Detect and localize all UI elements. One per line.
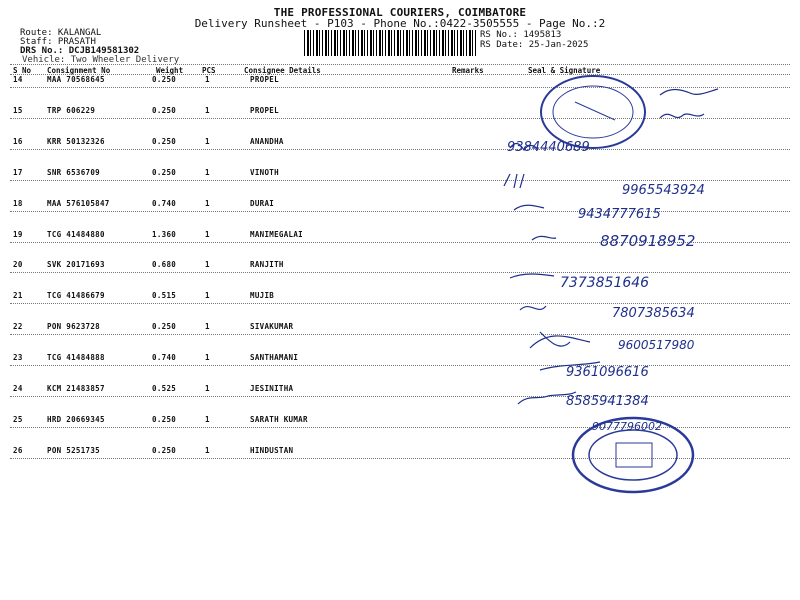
row-consignment-no: PON 9623728 [47, 322, 100, 332]
row-sno: 23 [13, 353, 23, 363]
company-title: THE PROFESSIONAL COURIERS, COIMBATORE [273, 6, 527, 19]
handwritten-phone-7: 9600517980 [618, 338, 695, 352]
row-pcs: 1 [205, 353, 210, 363]
row-weight: 0.250 [152, 414, 177, 424]
row-sno: 17 [13, 167, 23, 177]
row-consignee: SARATH KUMAR [250, 414, 308, 424]
runsheet-subtitle: Delivery Runsheet - P103 - Phone No.:0422-3505555 - Page No.:2 [194, 17, 606, 30]
row-pcs: 1 [205, 291, 210, 301]
row-consignment-no: HRD 20669345 [47, 414, 105, 424]
row-consignee: JESINITHA [250, 384, 294, 393]
col-remarks: Remarks [452, 66, 484, 75]
row-weight: 0.250 [152, 445, 177, 455]
row-pcs: 1 [205, 136, 210, 146]
col-sno: S No [13, 66, 32, 75]
row-consignment-no: TRP 606229 [47, 105, 96, 115]
row-pcs: 1 [205, 167, 210, 177]
row-weight: 0.515 [152, 291, 177, 301]
row-consignment-no: PON 5251735 [47, 445, 100, 455]
row-consignee: DURAI [250, 198, 275, 208]
handwritten-phone-10: 9077796002 [592, 420, 662, 433]
handwritten-phone-8: 9361096616 [566, 365, 649, 380]
row-sno: 25 [13, 414, 23, 424]
handwritten-phone-6: 7807385634 [612, 306, 695, 321]
row-sno: 20 [13, 260, 23, 270]
row-consignee: SIVAKUMAR [250, 322, 294, 332]
handwritten-phone-9: 8585941384 [566, 394, 649, 409]
row-sno: 14 [13, 75, 23, 84]
row-weight: 0.740 [152, 198, 177, 208]
row-consignee: MUJIB [250, 291, 275, 301]
row-weight: 0.250 [152, 136, 177, 146]
col-consignment: Consignment No [47, 66, 111, 75]
handwritten-phone-3: 9434777615 [578, 207, 661, 222]
row-weight: 0.250 [152, 75, 177, 84]
row-consignment-no: TCG 41484880 [47, 229, 105, 239]
row-consignee: ANANDHA [250, 136, 284, 146]
row-weight: 0.680 [152, 260, 177, 270]
rs-number: RS No.: 1495813 [480, 30, 562, 40]
row-consignment-no: TCG 41486679 [47, 291, 105, 301]
row-weight: 0.250 [152, 322, 177, 332]
row-weight: 0.740 [152, 353, 177, 363]
row-pcs: 1 [205, 322, 210, 332]
row-sno: 21 [13, 291, 23, 301]
row-sno: 19 [13, 229, 23, 239]
row-pcs: 1 [205, 445, 210, 455]
row-pcs: 1 [205, 384, 210, 393]
staff-label: Staff: PRASATH [20, 37, 96, 47]
route-label: Route: KALANGAL [20, 28, 102, 38]
row-weight: 0.250 [152, 105, 177, 115]
row-consignee: HINDUSTAN [250, 445, 294, 455]
row-weight: 0.525 [152, 384, 177, 393]
row-consignee: VINOTH [250, 167, 279, 177]
signature-scribbles [500, 70, 790, 450]
row-sno: 26 [13, 445, 23, 455]
vehicle-label: Vehicle: Two Wheeler Delivery [22, 55, 180, 65]
col-seal: Seal & Signature [528, 66, 601, 75]
row-consignment-no: MAA 576105847 [47, 198, 110, 208]
barcode [304, 30, 476, 56]
col-pcs: PCS [202, 66, 216, 75]
row-pcs: 1 [205, 260, 210, 270]
row-weight: 0.250 [152, 167, 177, 177]
row-consignment-no: MAA 70568645 [47, 75, 105, 84]
row-sno: 22 [13, 322, 23, 332]
row-pcs: 1 [205, 198, 210, 208]
col-weight: Weight [156, 66, 184, 75]
row-consignee: RANJITH [250, 260, 284, 270]
drs-number: DRS No.: DCJB149581302 [20, 46, 140, 56]
header-rule-top [10, 64, 790, 65]
rs-date: RS Date: 25-Jan-2025 [480, 40, 589, 50]
row-consignment-no: SNR 6536709 [47, 167, 100, 177]
col-consignee: Consignee Details [244, 66, 321, 75]
row-consignment-no: SVK 20171693 [47, 260, 105, 270]
row-pcs: 1 [205, 414, 210, 424]
handwritten-phone-1: 9384440689 [507, 140, 590, 155]
row-sno: 16 [13, 136, 23, 146]
row-consignment-no: TCG 41484888 [47, 353, 105, 363]
row-sno: 15 [13, 105, 23, 115]
row-pcs: 1 [205, 229, 210, 239]
row-consignee: MANIMEGALAI [250, 229, 303, 239]
row-sno: 24 [13, 384, 23, 393]
row-consignment-no: KCM 21483857 [47, 384, 105, 393]
row-sno: 18 [13, 198, 23, 208]
row-consignee: PROPEL [250, 105, 279, 115]
handwritten-phone-2: 9965543924 [622, 183, 705, 198]
row-consignee: SANTHAMANI [250, 353, 299, 363]
row-consignment-no: KRR 50132326 [47, 136, 105, 146]
handwritten-phone-5: 7373851646 [560, 275, 650, 291]
handwritten-phone-4: 8870918952 [600, 232, 696, 250]
row-pcs: 1 [205, 105, 210, 115]
row-consignee: PROPEL [250, 75, 279, 84]
row-weight: 1.360 [152, 229, 177, 239]
row-pcs: 1 [205, 75, 210, 84]
